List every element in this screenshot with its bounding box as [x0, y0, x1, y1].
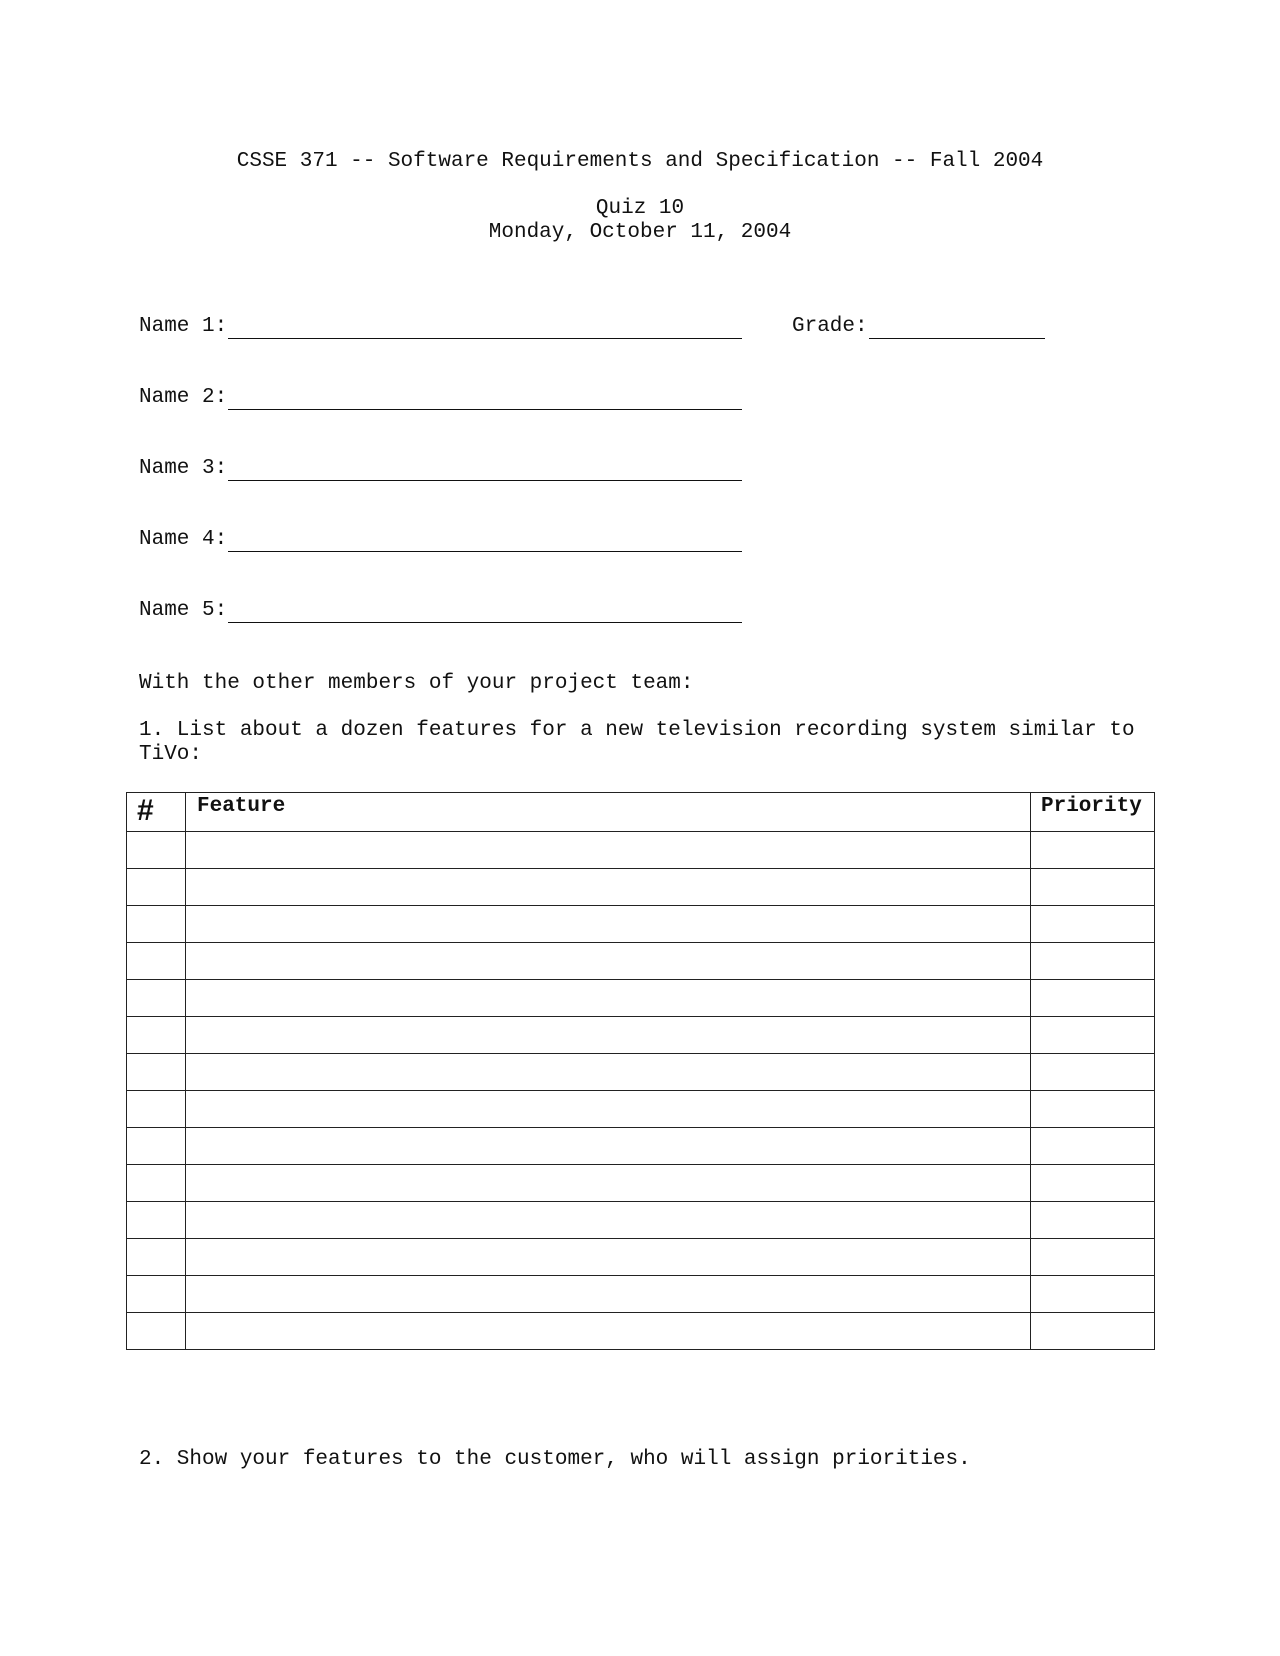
name-3-blank[interactable] [228, 460, 742, 481]
team-instruction: With the other members of your project team: [139, 672, 694, 695]
table-row [127, 980, 1155, 1017]
feature-cell[interactable] [186, 1202, 1031, 1239]
table-row [127, 1276, 1155, 1313]
number-cell[interactable] [127, 1202, 186, 1239]
quiz-date: Monday, October 11, 2004 [488, 221, 792, 244]
table-row [127, 1054, 1155, 1091]
feature-cell[interactable] [186, 1128, 1031, 1165]
number-cell[interactable] [127, 1128, 186, 1165]
table-row [127, 1313, 1155, 1350]
name-4-label: Name 4: [139, 528, 228, 551]
name-1-blank[interactable] [228, 318, 742, 339]
table-row [127, 1091, 1155, 1128]
name-4-blank[interactable] [228, 531, 742, 552]
feature-cell[interactable] [186, 1017, 1031, 1054]
column-header-priority: Priority [1031, 793, 1155, 832]
name-2-blank[interactable] [228, 389, 742, 410]
priority-cell[interactable] [1031, 1313, 1155, 1350]
feature-cell[interactable] [186, 832, 1031, 869]
number-cell[interactable] [127, 869, 186, 906]
priority-cell[interactable] [1031, 906, 1155, 943]
priority-cell[interactable] [1031, 1202, 1155, 1239]
name-1-field [139, 315, 742, 339]
priority-cell[interactable] [1031, 1091, 1155, 1128]
priority-cell[interactable] [1031, 943, 1155, 980]
number-cell[interactable] [127, 906, 186, 943]
question-1-line-2: TiVo: [139, 743, 203, 766]
feature-cell[interactable] [186, 1054, 1031, 1091]
name-5-field [139, 599, 742, 623]
name-4-field [139, 528, 742, 552]
table-row [127, 1165, 1155, 1202]
feature-cell[interactable] [186, 1091, 1031, 1128]
quiz-title: Quiz 10 [595, 197, 685, 220]
priority-cell[interactable] [1031, 1239, 1155, 1276]
number-cell[interactable] [127, 1313, 186, 1350]
number-cell[interactable] [127, 1165, 186, 1202]
number-cell[interactable] [127, 1017, 186, 1054]
feature-table [126, 792, 1155, 1350]
feature-cell[interactable] [186, 980, 1031, 1017]
feature-table-header-row [127, 793, 1155, 832]
name-3-field [139, 457, 742, 481]
name-2-label: Name 2: [139, 386, 228, 409]
question-2: 2. Show your features to the customer, who will assign priorities. [139, 1448, 971, 1471]
table-row [127, 832, 1155, 869]
name-5-blank[interactable] [228, 602, 742, 623]
name-3-label: Name 3: [139, 457, 228, 480]
priority-cell[interactable] [1031, 832, 1155, 869]
number-cell[interactable] [127, 1239, 186, 1276]
question-1-line-1: 1. List about a dozen features for a new television recording system similar to [139, 719, 1135, 742]
priority-cell[interactable] [1031, 1128, 1155, 1165]
name-2-field [139, 386, 742, 410]
feature-cell[interactable] [186, 906, 1031, 943]
number-cell[interactable] [127, 1091, 186, 1128]
priority-cell[interactable] [1031, 1276, 1155, 1313]
grade-blank[interactable] [869, 318, 1045, 339]
table-row [127, 1239, 1155, 1276]
priority-cell[interactable] [1031, 869, 1155, 906]
table-row [127, 869, 1155, 906]
number-cell[interactable] [127, 1054, 186, 1091]
number-cell[interactable] [127, 832, 186, 869]
course-title: CSSE 371 -- Software Requirements and Specification -- Fall 2004 [236, 150, 1044, 173]
number-cell[interactable] [127, 980, 186, 1017]
feature-cell[interactable] [186, 869, 1031, 906]
grade-field [792, 315, 1045, 339]
feature-cell[interactable] [186, 1276, 1031, 1313]
number-cell[interactable] [127, 943, 186, 980]
name-1-label: Name 1: [139, 315, 228, 338]
priority-cell[interactable] [1031, 1017, 1155, 1054]
column-header-feature: Feature [186, 793, 1031, 832]
feature-cell[interactable] [186, 1313, 1031, 1350]
feature-cell[interactable] [186, 943, 1031, 980]
priority-cell[interactable] [1031, 1054, 1155, 1091]
priority-cell[interactable] [1031, 1165, 1155, 1202]
grade-label: Grade: [792, 315, 868, 338]
feature-cell[interactable] [186, 1239, 1031, 1276]
table-row [127, 1017, 1155, 1054]
name-5-label: Name 5: [139, 599, 228, 622]
number-cell[interactable] [127, 1276, 186, 1313]
priority-cell[interactable] [1031, 980, 1155, 1017]
table-row [127, 906, 1155, 943]
table-row [127, 943, 1155, 980]
feature-cell[interactable] [186, 1165, 1031, 1202]
column-header-number: # [127, 793, 186, 832]
table-row [127, 1202, 1155, 1239]
feature-table-body [127, 832, 1155, 1350]
table-row [127, 1128, 1155, 1165]
